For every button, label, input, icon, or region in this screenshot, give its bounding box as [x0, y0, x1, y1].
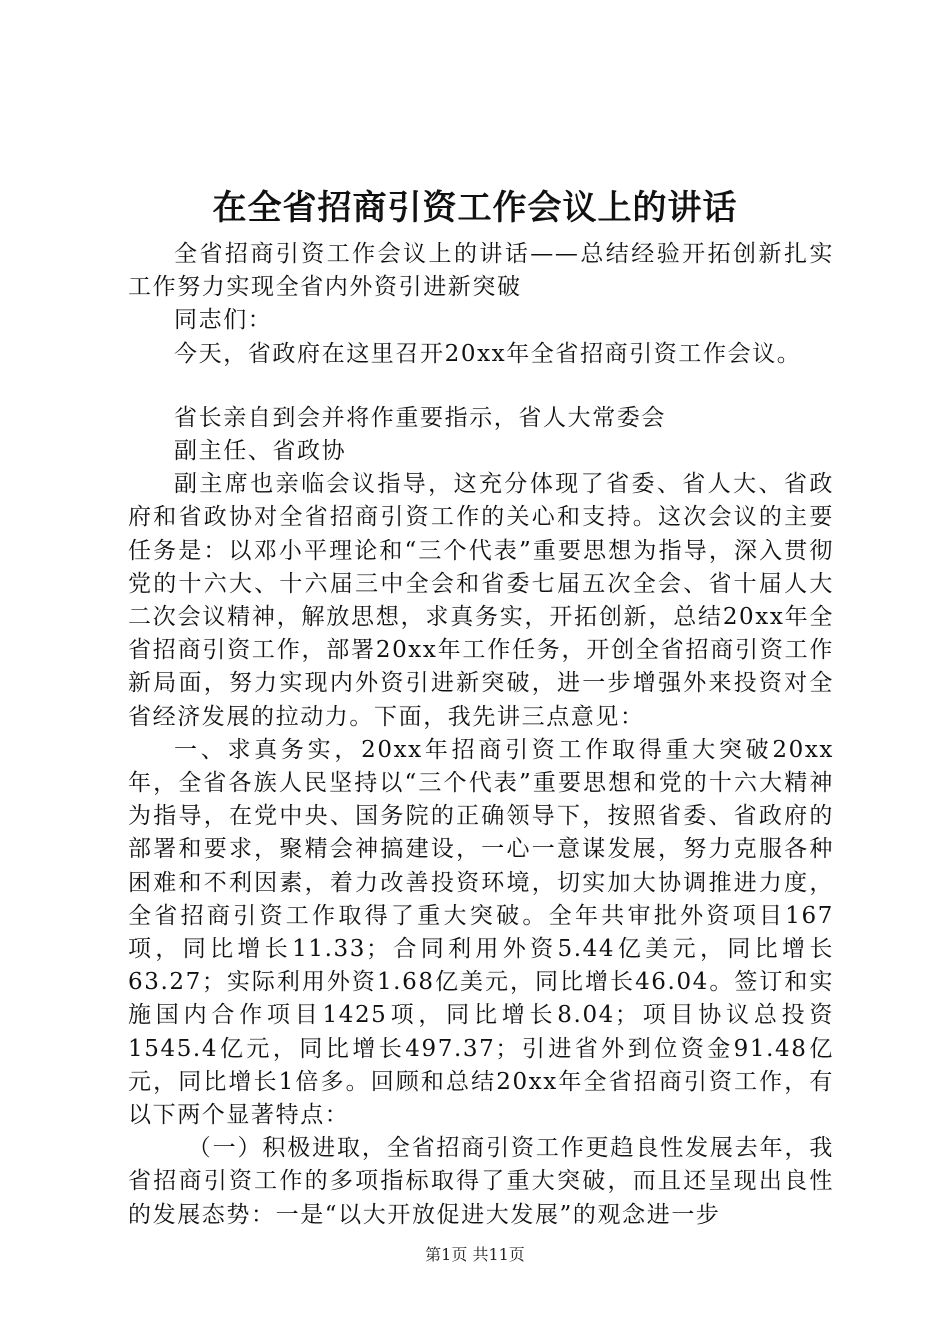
subsection-one-paragraph: （一）积极进取，全省招商引资工作更趋良性发展去年，我省招商引资工作的多项指标取得了重大突破，而且还呈现出良性的发展态势：一是“以大开放促进大发展”的观念进一步 [128, 1135, 834, 1228]
document-title: 在全省招商引资工作会议上的讲话 [212, 188, 738, 228]
opening-paragraph: 今天，省政府在这里召开20xx年全省招商引资工作会议。 [174, 340, 802, 367]
page-footer: 第1页 共11页 [425, 1245, 525, 1264]
salutation-paragraph: 同志们： [174, 307, 273, 334]
document-body [128, 238, 834, 1232]
subtitle-paragraph: 全省招商引资工作会议上的讲话——总结经验开拓创新扎实工作努力实现全省内外资引进新突破 [128, 241, 834, 301]
body-paragraph: 副主席也亲临会议指导，这充分体现了省委、省人大、省政府和省政协对全省招商引资工作的关心和支持。这次会议的主要任务是：以邓小平理论和“三个代表”重要思想为指导，深入贯彻党的十六大、十六届三中全会和省委七届五次全会、省十届人大二次会议精神，解放思想，求真务实，开拓创新，总结20xx年全省招商引资工作，部署20xx年工作任务，开创全省招商引资工作新局面，努力实现内外资引进新突破，进一步增强外来投资对全省经济发展的拉动力。下面，我先讲三点意见： [128, 471, 834, 730]
section-one-paragraph: 一、求真务实，20xx年招商引资工作取得重大突破20xx年，全省各族人民坚持以“三个代表”重要思想和党的十六大精神为指导，在党中央、国务院的正确领导下，按照省委、省政府的部署和要求，聚精会神搞建设，一心一意谋发展，努力克服各种困难和不利因素，着力改善投资环境，切实加大协调推进力度，全省招商引资工作取得了重大突破。全年共审批外资项目167项，同比增长11.33；合同利用外资5.44亿美元，同比增长63.27；实际利用外资1.68亿美元，同比增长46.04。签订和实施国内合作项目1425项，同比增长8.04；项目协议总投资1545.4亿元，同比增长497.37；引进省外到位资金91.48亿元，同比增长1倍多。回顾和总结20xx年全省招商引资工作，有以下两个显著特点： [128, 736, 834, 1129]
body-paragraph: 省长亲自到会并将作重要指示，省人大常委会 [174, 404, 666, 431]
body-paragraph: 副主任、省政协 [174, 438, 347, 465]
